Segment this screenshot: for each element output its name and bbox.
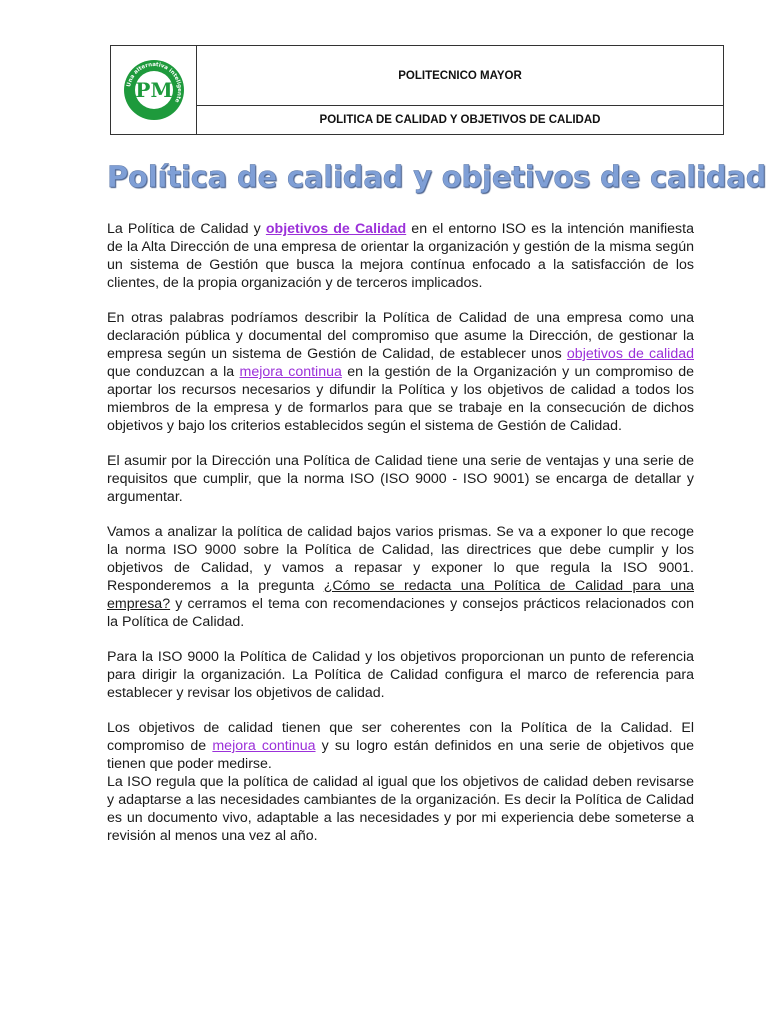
paragraph-6: Los objetivos de calidad tienen que ser coherentes con la Política de la Calidad. El compromiso de mejora continua y su logro están definidos en una serie de objetivos que tienen que poder medirse.	[107, 720, 694, 772]
link-objetivos-calidad[interactable]: objetivos de Calidad	[265, 221, 407, 237]
svg-text:Una alternativa inteligente: Una alternativa inteligente	[125, 61, 182, 104]
logo-cell	[111, 46, 197, 134]
paragraph-2: En otras palabras podríamos describir la Política de Calidad de una empresa como una declaración pública y documental del compromiso que asume la Dirección, de gestionar la empresa según un sistema de Gestión de Calidad, de establecer unos objetivos de calidad que conduzcan a la mejora continua en la gestión de la Organización y un compromiso de aportar los recursos necesarios y difundir la Política y los objetivos de calidad a todos los miembros de la empresa y de formarlos para que se trabaje en la consecución de dichos objetivos y bajo los criterios establecidos según el sistema de Gestión de Calidad.	[107, 310, 695, 434]
paragraph-4: Vamos a analizar la política de calidad bajos varios prismas. Se va a exponer lo que recoge la norma ISO 9000 sobre la Política de Calidad, las directrices que debe cumplir y los objetivos de Calidad, y vamos a repasar y exponer lo que regula la ISO 9001. Responderemos a la pregunta ¿Cómo se redacta una Política de Calidad para una empresa? y cerramos el tema con recomendaciones y consejos prácticos relacionados con la Política de Calidad.	[107, 524, 694, 630]
document-body	[107, 220, 694, 862]
link-mejora-continua-2[interactable]: mejora continua	[212, 738, 316, 754]
paragraph-1: La Política de Calidad y objetivos de Calidad en el entorno ISO es la intención manifiesta de la Alta Dirección de una empresa de orientar la organización y gestión de la misma según un sistema de Gestión que busca la mejora contínua enfocado a la satisfacción de los clientes, de la propia organización y de terceros implicados.	[107, 221, 694, 291]
link-objetivos-de-calidad[interactable]: objetivos de calidad	[566, 346, 694, 362]
svg-text:PM: PM	[134, 78, 173, 102]
paragraph-7: La ISO regula que la política de calidad al igual que los objetivos de calidad deben revisarse y adaptarse a las necesidades cambiantes de la organización. Es decir la Política de Calidad es un documento vivo, adaptable a las necesidades y por mi experiencia debe someterse a revisión al menos una vez al año.	[107, 774, 694, 844]
paragraph-5: Para la ISO 9000 la Política de Calidad y los objetivos proporcionan un punto de referencia para dirigir la organización. La Política de Calidad configura el marco de referencia para establecer y revisar los objetivos de calidad.	[107, 649, 694, 701]
paragraph-3: El asumir por la Dirección una Política de Calidad tiene una serie de ventajas y una serie de requisitos que cumplir, que la norma ISO (ISO 9000 - ISO 9001) se encarga de detallar y argumentar.	[107, 453, 694, 505]
document-subtitle: POLITICA DE CALIDAD Y OBJETIVOS DE CALIDAD	[319, 114, 601, 126]
document-header	[110, 45, 724, 135]
link-como-se-redacta[interactable]: ¿Cómo se redacta una Política de Calidad para una empresa?	[107, 578, 694, 612]
page-title: Política de calidad y objetivos de calidad	[107, 160, 767, 194]
link-mejora-continua[interactable]: mejora continua	[239, 364, 342, 380]
institution-name: POLITECNICO MAYOR	[197, 46, 723, 106]
politecnico-mayor-logo	[123, 59, 185, 121]
